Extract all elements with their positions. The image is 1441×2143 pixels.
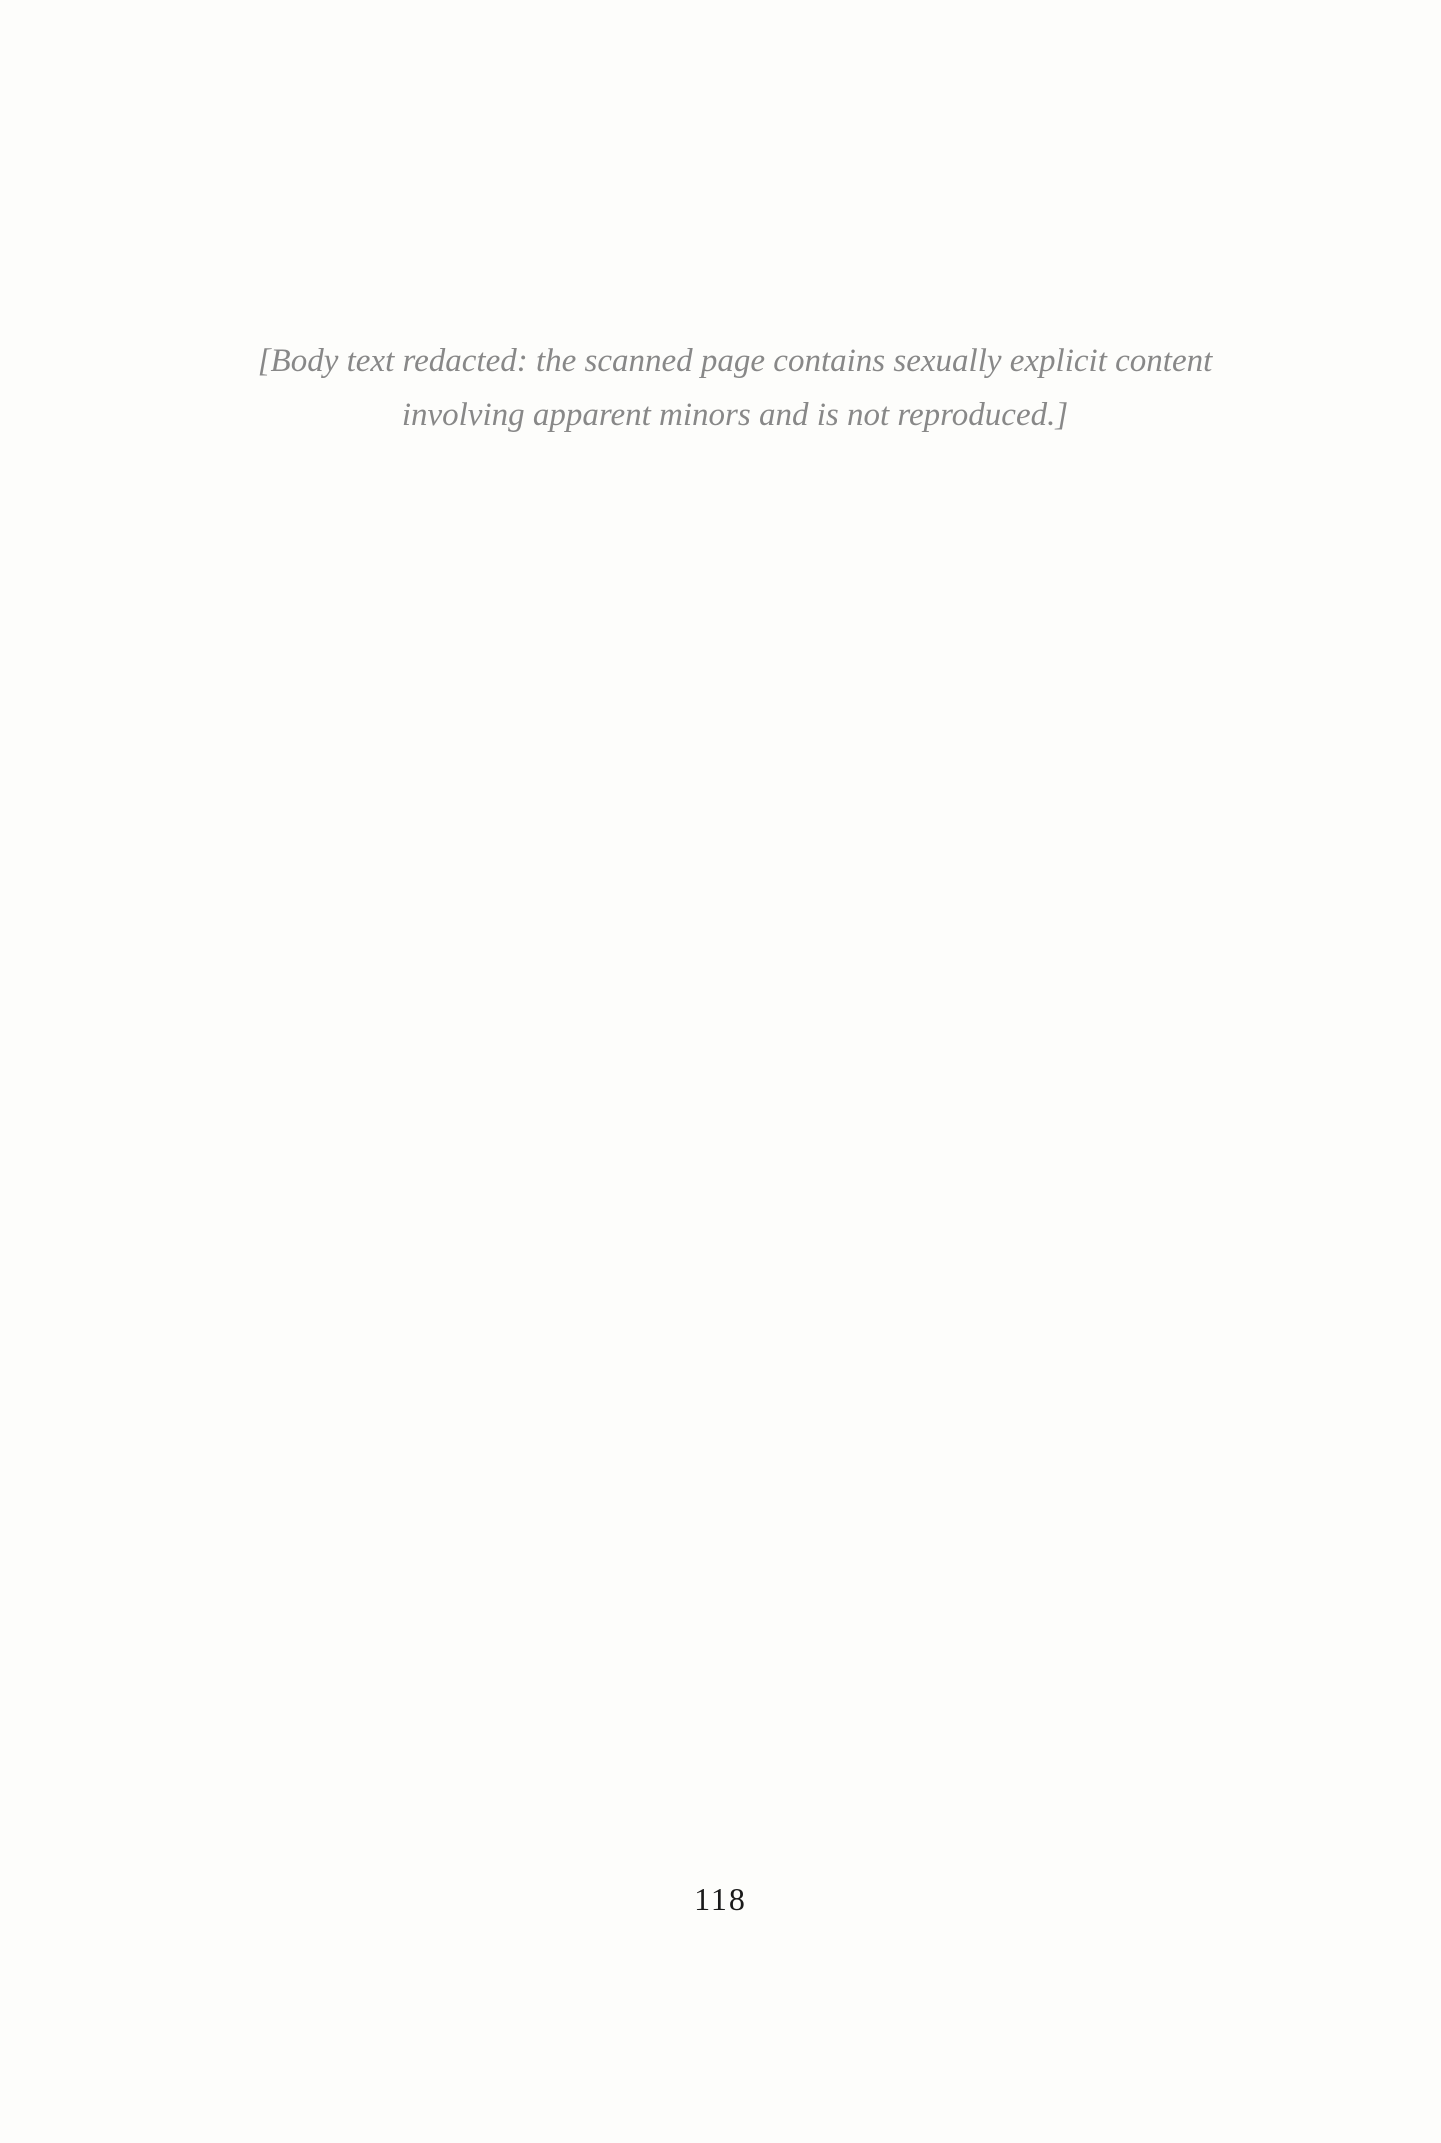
page-number: 118 [694, 1881, 747, 1917]
page-body-text: [Body text redacted: the scanned page contains sexually explicit content involving apparent minors and is not reproduced.] [257, 343, 1213, 433]
